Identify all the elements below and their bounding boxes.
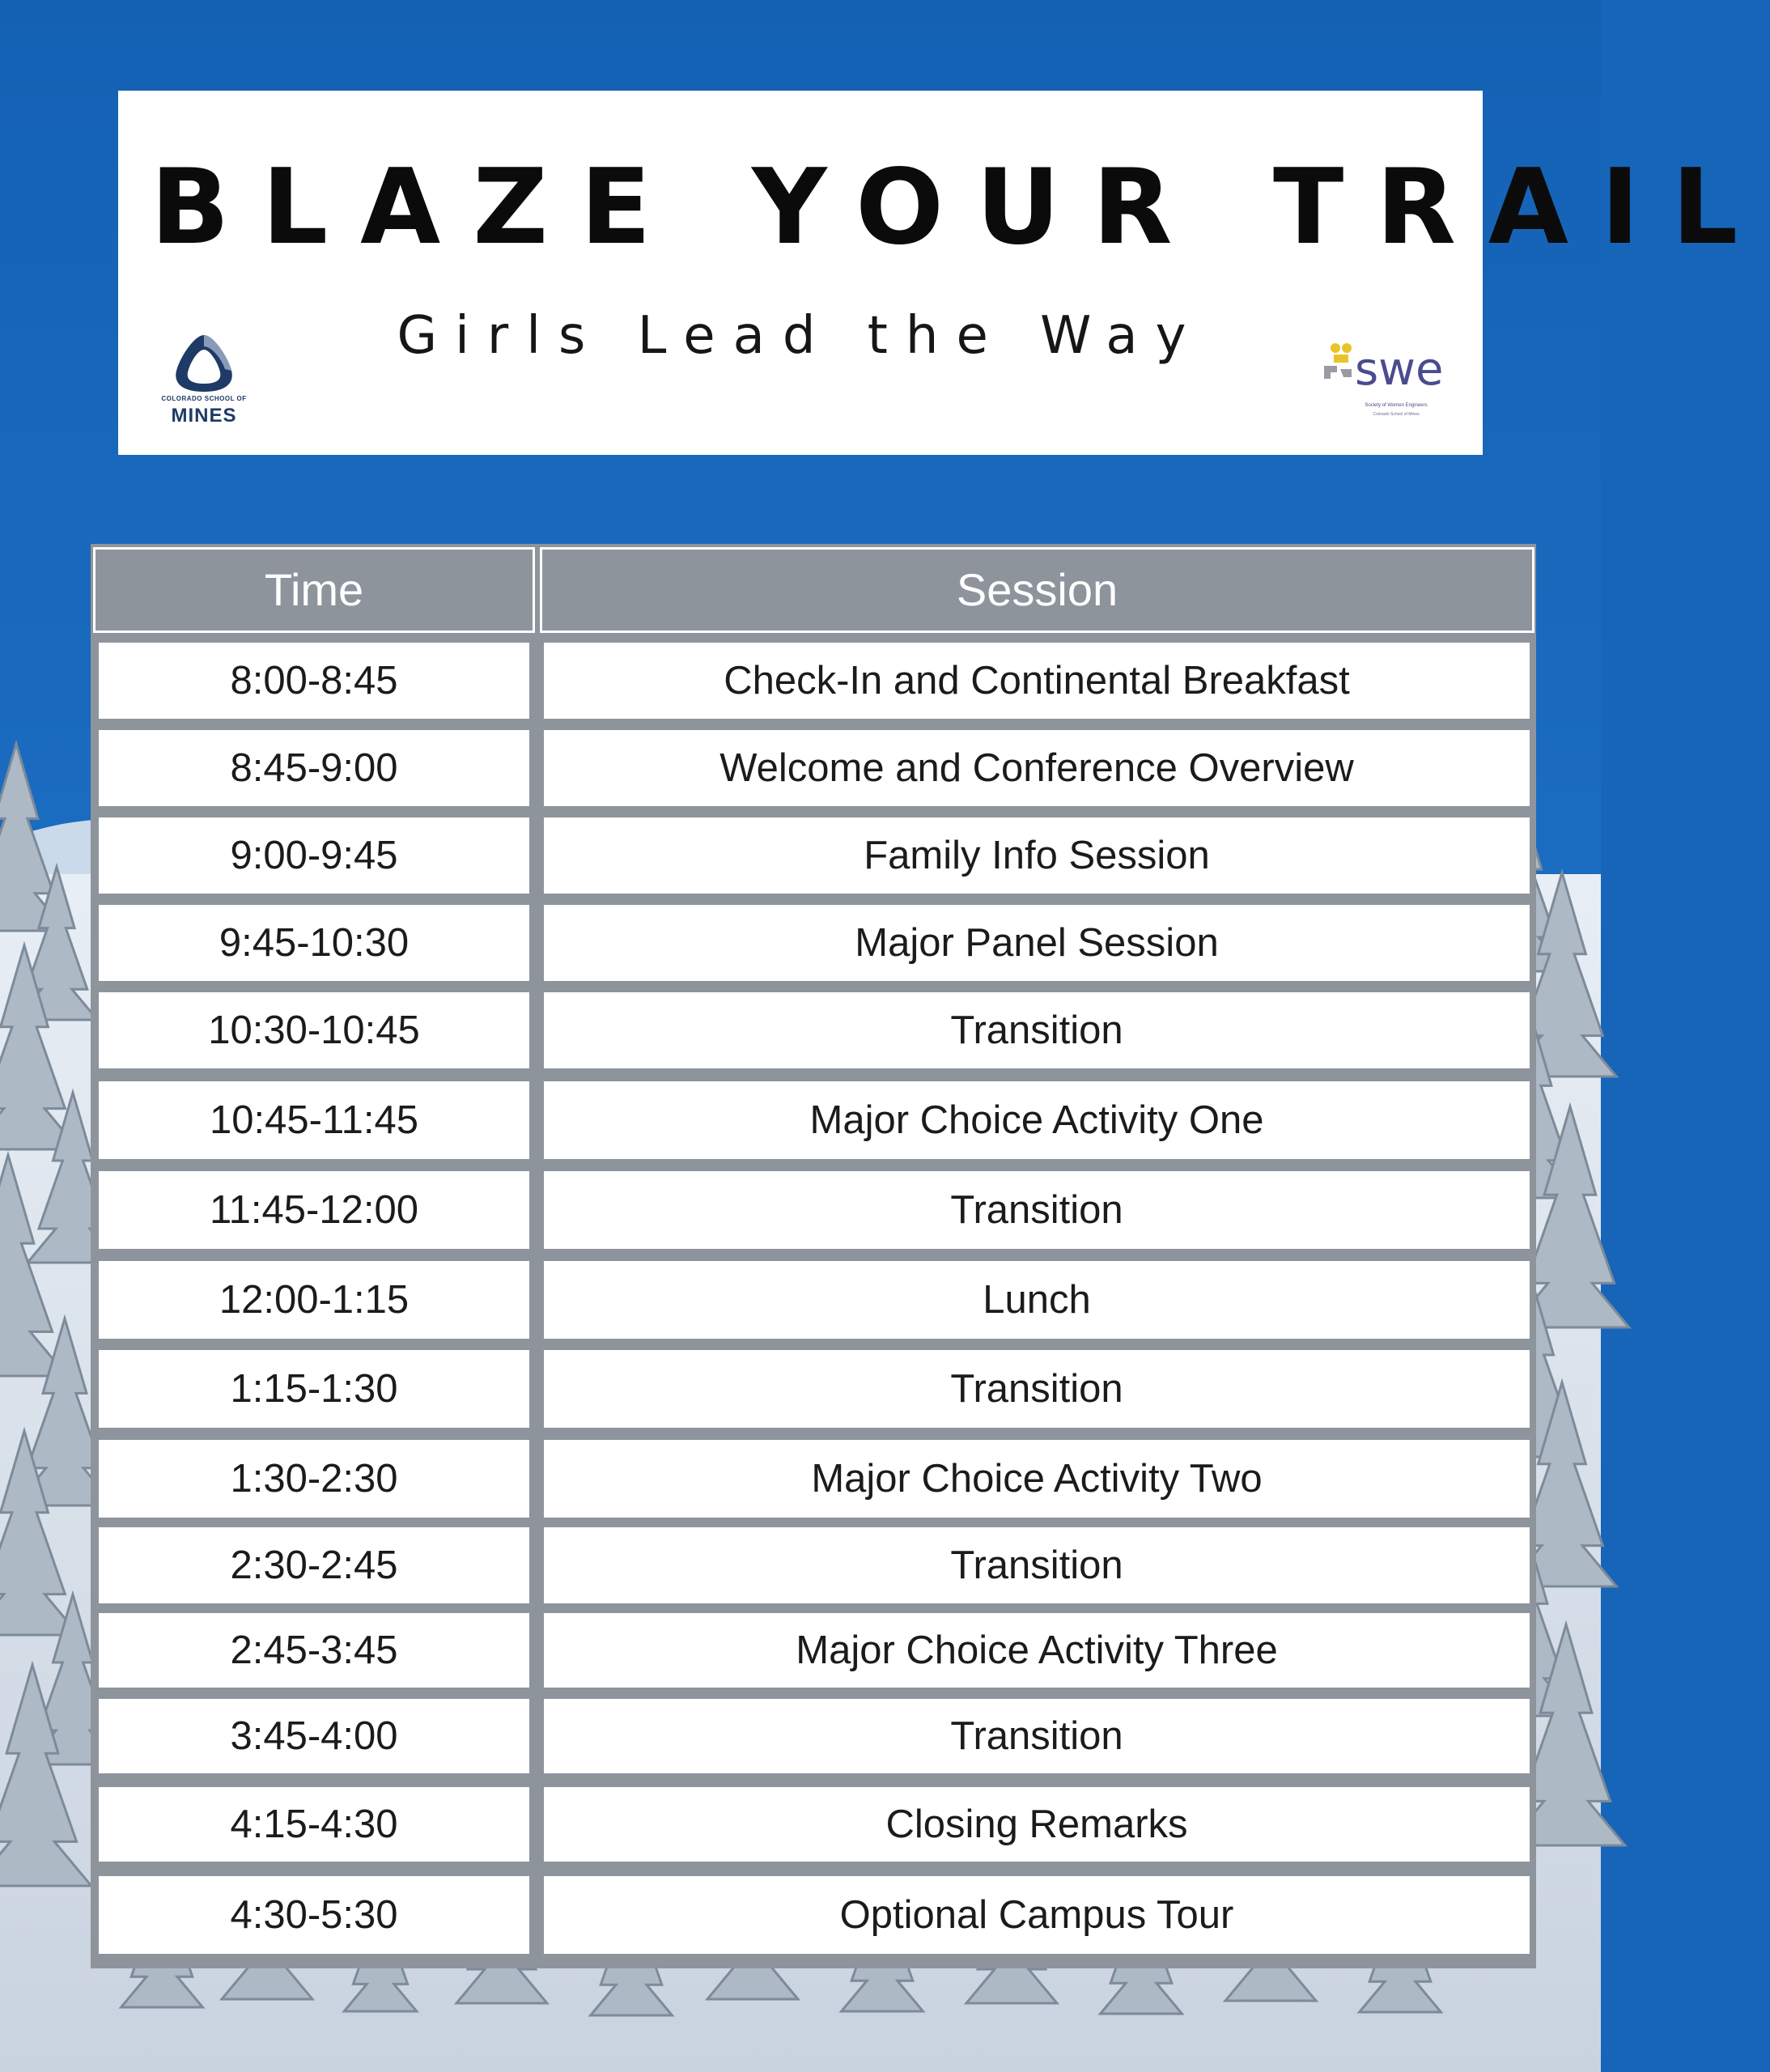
mines-logo-caption: COLORADO SCHOOL OF	[161, 395, 247, 402]
column-header-session: Session	[540, 547, 1534, 633]
schedule-time-cell: 10:30-10:45	[99, 992, 529, 1068]
swe-logo-chapter: Colorado School of Mines	[1373, 412, 1420, 417]
schedule-time-cell: 2:30-2:45	[99, 1527, 529, 1603]
schedule-session-cell: Welcome and Conference Overview	[544, 730, 1530, 806]
page-title: BLAZE YOUR TRAIL	[151, 147, 1770, 268]
schedule-session-cell: Major Choice Activity Two	[544, 1440, 1530, 1518]
schedule-session-cell: Major Choice Activity One	[544, 1081, 1530, 1159]
schedule-time-cell: 2:45-3:45	[99, 1613, 529, 1688]
schedule-session-cell: Check-In and Continental Breakfast	[544, 643, 1530, 719]
swe-logo	[1319, 342, 1449, 439]
schedule-session-cell: Major Choice Activity Three	[544, 1613, 1530, 1688]
schedule-time-cell: 3:45-4:00	[99, 1699, 529, 1773]
schedule-time-cell: 10:45-11:45	[99, 1081, 529, 1159]
schedule-time-cell: 8:45-9:00	[99, 730, 529, 806]
schedule-time-cell: 12:00-1:15	[99, 1261, 529, 1339]
schedule-session-cell: Transition	[544, 992, 1530, 1068]
schedule-time-cell: 4:15-4:30	[99, 1787, 529, 1862]
mines-triangle-icon	[147, 332, 261, 397]
page-subtitle: Girls Lead the Way	[397, 306, 1204, 366]
mines-logo	[147, 332, 261, 437]
swe-figure-icon	[1319, 342, 1360, 390]
schedule-session-cell: Lunch	[544, 1261, 1530, 1339]
swe-logo-tagline: Society of Women Engineers	[1365, 403, 1428, 408]
schedule-time-cell: 1:15-1:30	[99, 1350, 529, 1428]
schedule-session-cell: Transition	[544, 1171, 1530, 1249]
schedule-session-cell: Closing Remarks	[544, 1787, 1530, 1862]
column-header-time: Time	[93, 547, 535, 633]
schedule-session-cell: Family Info Session	[544, 817, 1530, 894]
schedule-time-cell: 1:30-2:30	[99, 1440, 529, 1518]
schedule-table	[91, 544, 1536, 1968]
schedule-session-cell: Major Panel Session	[544, 905, 1530, 981]
schedule-session-cell: Optional Campus Tour	[544, 1876, 1530, 1954]
schedule-session-cell: Transition	[544, 1527, 1530, 1603]
schedule-session-cell: Transition	[544, 1699, 1530, 1773]
header-card	[118, 91, 1770, 455]
schedule-time-cell: 11:45-12:00	[99, 1171, 529, 1249]
schedule-time-cell: 9:00-9:45	[99, 817, 529, 894]
schedule-session-cell: Transition	[544, 1350, 1530, 1428]
swe-logo-name: swe	[1355, 343, 1444, 396]
schedule-time-cell: 9:45-10:30	[99, 905, 529, 981]
mines-logo-name: MINES	[171, 405, 237, 427]
schedule-time-cell: 4:30-5:30	[99, 1876, 529, 1954]
schedule-time-cell: 8:00-8:45	[99, 643, 529, 719]
